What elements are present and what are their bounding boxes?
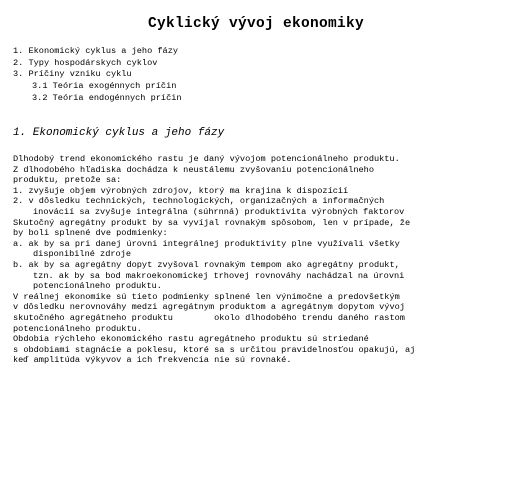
list-item-1: 1. zvyšuje objem výrobných zdrojov, ktorý ma krajina k dispozícií [13,185,349,196]
body-line: produktu, pretože sa: [13,175,122,186]
list-item-b: b. ak by sa agregátny dopyt zvyšoval rovnakým tempom ako agregátny produkt, [13,259,400,270]
table-of-contents [13,46,182,105]
body-line: s obdobiami stagnácie a poklesu, ktoré sa s určitou pravidelnosťou opakujú, aj [13,344,416,355]
toc-subitem: 3.2 Teória endogénnych príčin [32,92,182,103]
body-line: Obdobia rýchleho ekonomického rastu agregátneho produktu sú striedané [13,334,369,345]
body-line: V reálnej ekonomike sú tieto podmienky splnené len výnimočne a predovšetkým [13,291,400,302]
toc-item: 2. Typy hospodárskych cyklov [13,57,158,68]
toc-item: 1. Ekonomický cyklus a jeho fázy [13,46,179,56]
list-item-a-continuation: disponibilné zdroje [33,249,131,260]
document-title: Cyklický vývoj ekonomiky [147,16,365,32]
body-line: Z dlhodobého hľadiska dochádza k neustálemu zvyšovaniu potencionálneho [13,164,374,175]
list-item-a: a. ak by sa pri danej úrovni integrálnej produktivity plne využívali všetky [13,238,400,249]
section-heading: 1. Ekonomický cyklus a jeho fázy [13,127,225,139]
list-item-b-continuation: potencionálneho produktu. [33,281,162,292]
toc-subitem: 3.1 Teória exogénnych príčin [32,81,177,92]
list-item-2: 2. v dôsledku technických, technologických, organizačných a informačných [13,196,385,207]
section-body [13,154,507,366]
body-line: Skutočný agregátny produkt by sa vyvíjal rovnakým spôsobom, len v prípade, že [13,217,411,228]
body-line: by boli splnené dve podmienky: [13,228,168,239]
list-item-b-continuation: tzn. ak by sa bod makroekonomickej trhovej rovnováhy nachádzal na úrovni [33,270,405,281]
list-item-2-continuation: inovácií sa zvyšuje integrálna (súhrnná) produktivita výrobných faktorov [33,206,405,217]
body-line: skutočného agregátneho produktu okolo dlhodobého trendu daného rastom [13,312,405,323]
body-line: v dôsledku nerovnováhy medzi agregátnym produktom a agregátnym dopytom vývoj [13,302,405,313]
toc-item: 3. Príčiny vzniku cyklu [13,69,132,80]
body-line: keď amplitúda výkyvov a ich frekvencia nie sú rovnaké. [13,355,292,366]
body-line: potencionálneho produktu. [13,323,142,334]
body-line: Dlhodobý trend ekonomického rastu je daný vývojom potencionálneho produktu. [13,154,400,164]
